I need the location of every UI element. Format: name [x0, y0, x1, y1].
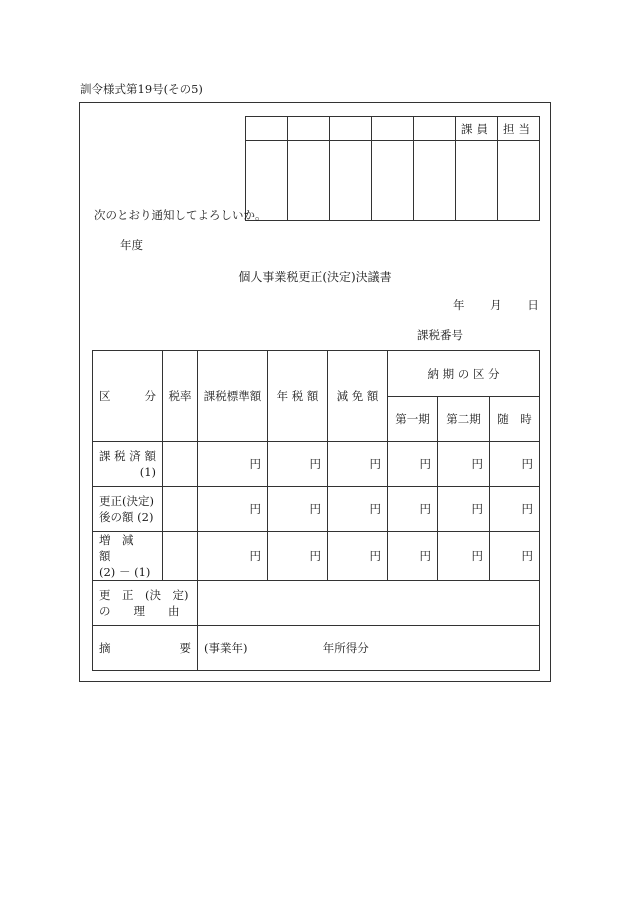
header-first-period: 第一期 — [388, 397, 438, 442]
yen-cell[interactable]: 円 — [490, 442, 540, 487]
stamp-box[interactable] — [288, 141, 330, 221]
header-tax-rate: 税率 — [163, 351, 198, 442]
table-row — [93, 442, 540, 487]
yen-cell[interactable]: 円 — [198, 532, 268, 581]
tax-decision-table — [92, 350, 540, 671]
yen-cell[interactable]: 円 — [268, 532, 328, 581]
yen-cell[interactable]: 円 — [268, 487, 328, 532]
header-payment-periods: 納 期 の 区 分 — [388, 351, 540, 397]
row-label: 更正(決定) 後の額 (2) — [93, 487, 163, 532]
reason-label: 更 正 (決 定) の 理 由 — [93, 581, 198, 626]
approval-stamp-grid — [245, 116, 540, 221]
business-year-label: (事業年) — [204, 641, 248, 655]
header-second-period: 第二期 — [438, 397, 490, 442]
stamp-header-blank — [246, 117, 288, 141]
date-line — [453, 297, 539, 313]
yen-cell[interactable]: 円 — [388, 532, 438, 581]
date-day: 日 — [527, 298, 539, 312]
stamp-header-blank — [288, 117, 330, 141]
summary-label: 摘 要 — [93, 626, 198, 671]
yen-cell[interactable]: 円 — [438, 487, 490, 532]
header-tax-base: 課税標準額 — [198, 351, 268, 442]
yen-cell[interactable]: 円 — [328, 442, 388, 487]
yen-cell[interactable]: 円 — [268, 442, 328, 487]
yen-cell[interactable]: 円 — [388, 442, 438, 487]
yen-cell[interactable]: 円 — [490, 532, 540, 581]
reason-input[interactable] — [198, 581, 540, 626]
reason-row — [93, 581, 540, 626]
summary-input[interactable] — [198, 626, 540, 671]
yen-cell[interactable]: 円 — [490, 487, 540, 532]
stamp-header-staff: 課員 — [456, 117, 498, 141]
header-reduction: 減 免 額 — [328, 351, 388, 442]
yen-cell[interactable]: 円 — [438, 442, 490, 487]
header-category: 区 分 — [93, 351, 163, 442]
yen-cell[interactable]: 円 — [198, 442, 268, 487]
income-portion-label: 年所得分 — [322, 641, 369, 655]
header-annual-tax: 年 税 額 — [268, 351, 328, 442]
form-number: 訓令様式第19号(その5) — [80, 82, 203, 96]
tax-rate-cell[interactable] — [163, 487, 198, 532]
document-title: 個人事業税更正(決定)決議書 — [238, 270, 392, 284]
stamp-header-blank — [330, 117, 372, 141]
yen-cell[interactable]: 円 — [438, 532, 490, 581]
tax-number-label: 課税番号 — [417, 328, 463, 342]
row-label: 課 税 済 額 (1) — [93, 442, 163, 487]
yen-cell[interactable]: 円 — [198, 487, 268, 532]
stamp-header-blank — [372, 117, 414, 141]
stamp-header-blank — [414, 117, 456, 141]
summary-row — [93, 626, 540, 671]
notice-text: 次のとおり通知してよろしいか。 — [94, 208, 267, 222]
row-label: 増 減 額 (2) － (1) — [93, 532, 163, 581]
stamp-box[interactable] — [372, 141, 414, 221]
table-row — [93, 532, 540, 581]
date-month: 月 — [490, 298, 502, 312]
header-anytime: 随 時 — [490, 397, 540, 442]
yen-cell[interactable]: 円 — [388, 487, 438, 532]
tax-rate-cell[interactable] — [163, 442, 198, 487]
date-year: 年 — [453, 298, 465, 312]
stamp-header-charge: 担当 — [498, 117, 540, 141]
table-row — [93, 487, 540, 532]
yen-cell[interactable]: 円 — [328, 487, 388, 532]
stamp-box[interactable] — [414, 141, 456, 221]
stamp-box-staff[interactable] — [456, 141, 498, 221]
stamp-box[interactable] — [330, 141, 372, 221]
tax-rate-cell[interactable] — [163, 532, 198, 581]
fiscal-year-label: 年度 — [120, 238, 143, 252]
yen-cell[interactable]: 円 — [328, 532, 388, 581]
stamp-box-charge[interactable] — [498, 141, 540, 221]
